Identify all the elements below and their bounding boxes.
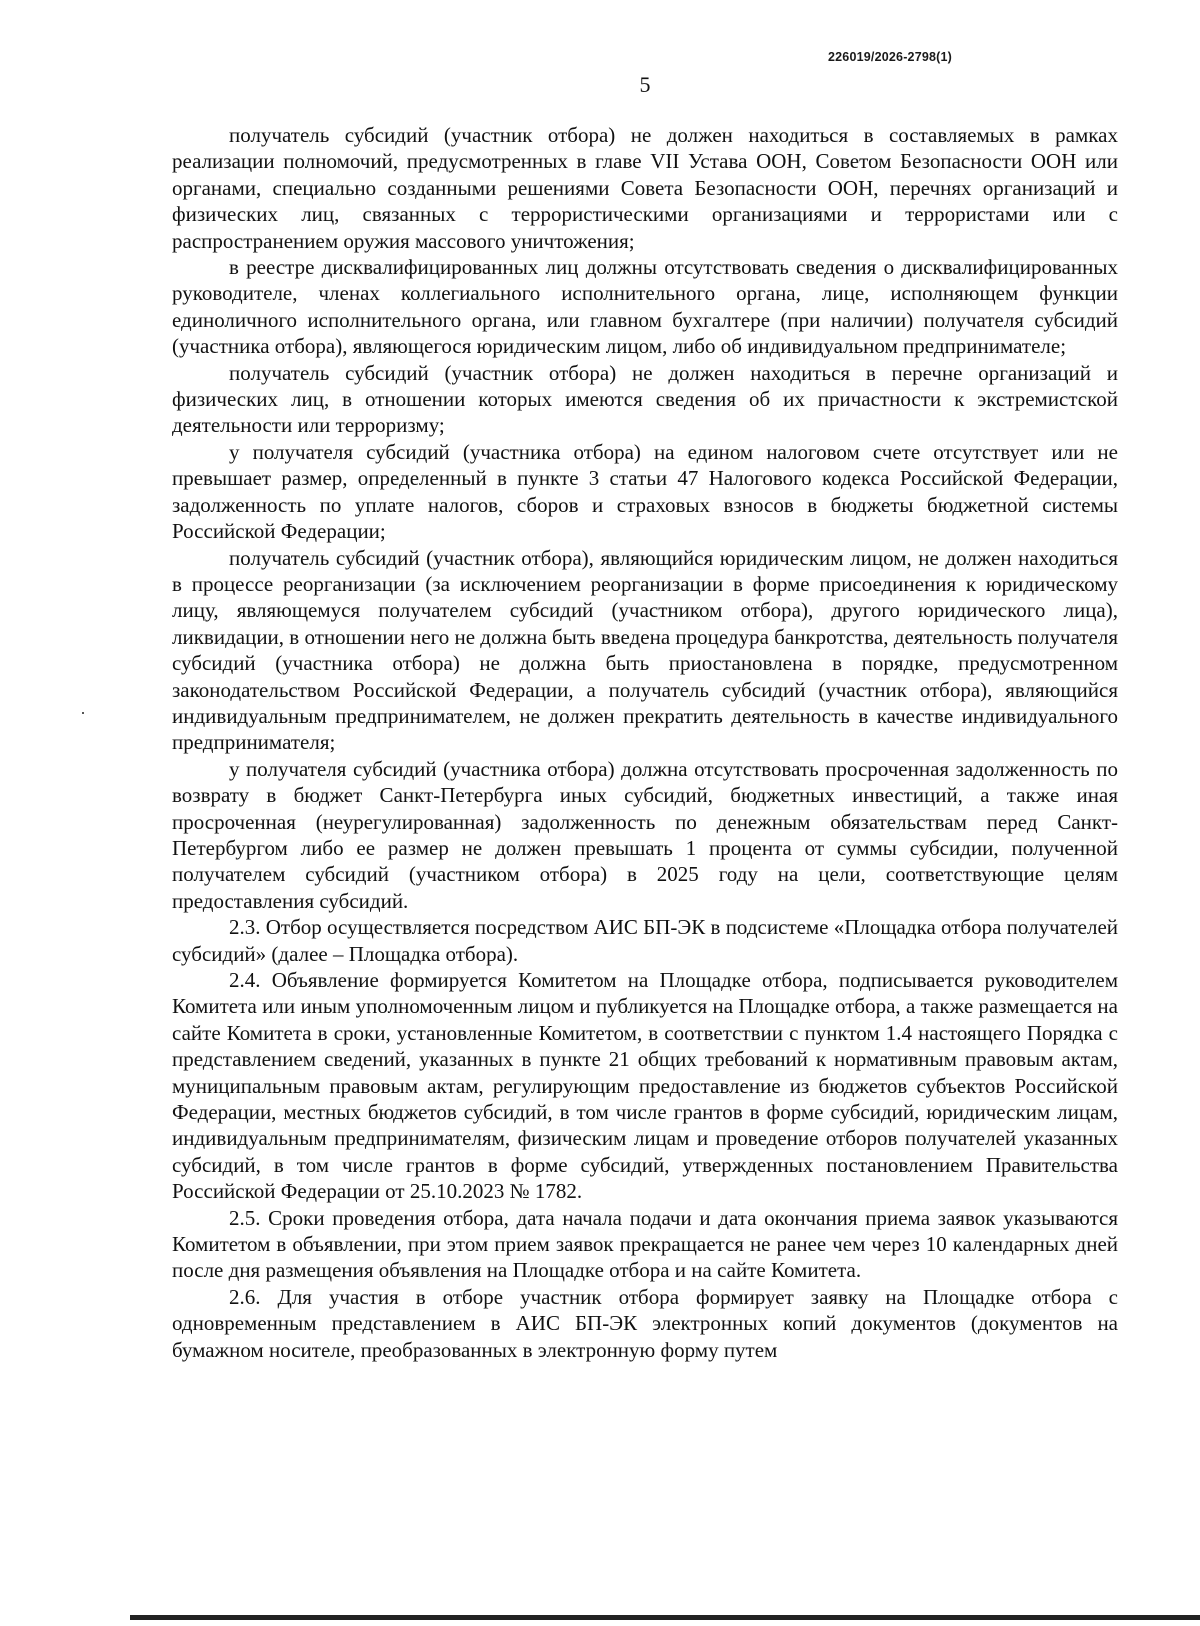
- paragraph-reorganization-liquidation: получатель субсидий (участник отбора), являющийся юридическим лицом, не должен находиться в процессе реорганизации (за исключением реорганизации в форме присоединения к юридическому лицу, являющемуся получателем субсидий (участником отбора), другого юридического лица), ликвидации, в отношении него не должна быть введена процедура банкротства, деятельность получателя субсидий (участника отбора) не должна быть приостановлена в порядке, предусмотренном законодательством Российской Федерации, а получатель субсидий (участник отбора), являющийся индивидуальным предпринимателем, не должен прекратить деятельность в качестве индивидуального предпринимателя;: [172, 545, 1118, 755]
- paragraph-2-4-announcement: 2.4. Объявление формируется Комитетом на Площадке отбора, подписывается руководителем Комитета или иным уполномоченным лицом и публикуется на Площадке отбора, а также размещается на сайте Комитета в сроки, установленные Комитетом, в соответствии с пунктом 1.4 настоящего Порядка с представлением сведений, указанных в пункте 21 общих требований к нормативным правовым актам, муниципальным правовым актам, регулирующим предоставление из бюджетов субъектов Российской Федерации, местных бюджетов субсидий, в том числе грантов в форме субсидий, юридическим лицам, индивидуальным предпринимателям, физическим лицам и проведение отборов получателей указанных субсидий, в том числе грантов в форме субсидий, утвержденных постановлением Правительства Российской Федерации от 25.10.2023 № 1782.: [172, 968, 1118, 1204]
- paragraph-2-6-application: 2.6. Для участия в отборе участник отбора формирует заявку на Площадке отбора с одновременным представлением в АИС БП-ЭК электронных копий документов (документов на бумажном носителе, преобразованных в электронную форму путем: [172, 1284, 1118, 1362]
- paragraph-extremism-list: получатель субсидий (участник отбора) не должен находиться в перечне организаций и физических лиц, в отношении которых имеются сведения об их причастности к экстремистской деятельности или терроризму;: [172, 360, 1118, 438]
- document-body: [172, 122, 1118, 1363]
- paragraph-tax-debt: у получателя субсидий (участника отбора) на едином налоговом счете отсутствует или не превышает размер, определенный в пункте 3 статьи 47 Налогового кодекса Российской Федерации, задолженность по уплате налогов, сборов и страховых взносов в бюджеты бюджетной системы Российской Федерации;: [172, 439, 1118, 544]
- paragraph-disqualified-persons-registry: в реестре дисквалифицированных лиц должны отсутствовать сведения о дисквалифицированных руководителе, членах коллегиального исполнительного органа, лице, исполняющем функции единоличного исполнительного органа, или главном бухгалтере (при наличии) получателя субсидий (участника отбора), являющегося юридическим лицом, либо об индивидуальном предпринимателе;: [172, 255, 1118, 359]
- paragraph-2-5-deadlines: 2.5. Сроки проведения отбора, дата начала подачи и дата окончания приема заявок указываются Комитетом в объявлении, при этом прием заявок прекращается не ранее чем через 10 календарных дней после дня размещения объявления на Площадке отбора и на сайте Комитета.: [172, 1205, 1118, 1283]
- scan-bottom-edge: [130, 1615, 1200, 1620]
- document-registration-number: 226019/2026-2798(1): [828, 50, 953, 64]
- page-number: 5: [639, 72, 651, 97]
- scan-artifact-dot: [82, 712, 84, 714]
- paragraph-un-sanctions-list: получатель субсидий (участник отбора) не должен находиться в составляемых в рамках реализации полномочий, предусмотренных в главе VII Устава ООН, Советом Безопасности ООН или органами, специально созданными решениями Совета Безопасности ООН, перечнях организаций и физических лиц, связанных с террористическими организациями и террористами или с распространением оружия массового уничтожения;: [172, 123, 1118, 253]
- paragraph-overdue-debt: у получателя субсидий (участника отбора) должна отсутствовать просроченная задолженность по возврату в бюджет Санкт-Петербурга иных субсидий, бюджетных инвестиций, а также иная просроченная (неурегулированная) задолженность по денежным обязательствам перед Санкт-Петербургом либо ее размер не должен превышать 1 процента от суммы субсидии, полученной получателем субсидий (участником отбора) в 2025 году на цели, соответствующие целям предоставления субсидий.: [172, 756, 1118, 913]
- paragraph-2-3-selection-platform: 2.3. Отбор осуществляется посредством АИС БП-ЭК в подсистеме «Площадка отбора получателей субсидий» (далее – Площадка отбора).: [172, 915, 1118, 966]
